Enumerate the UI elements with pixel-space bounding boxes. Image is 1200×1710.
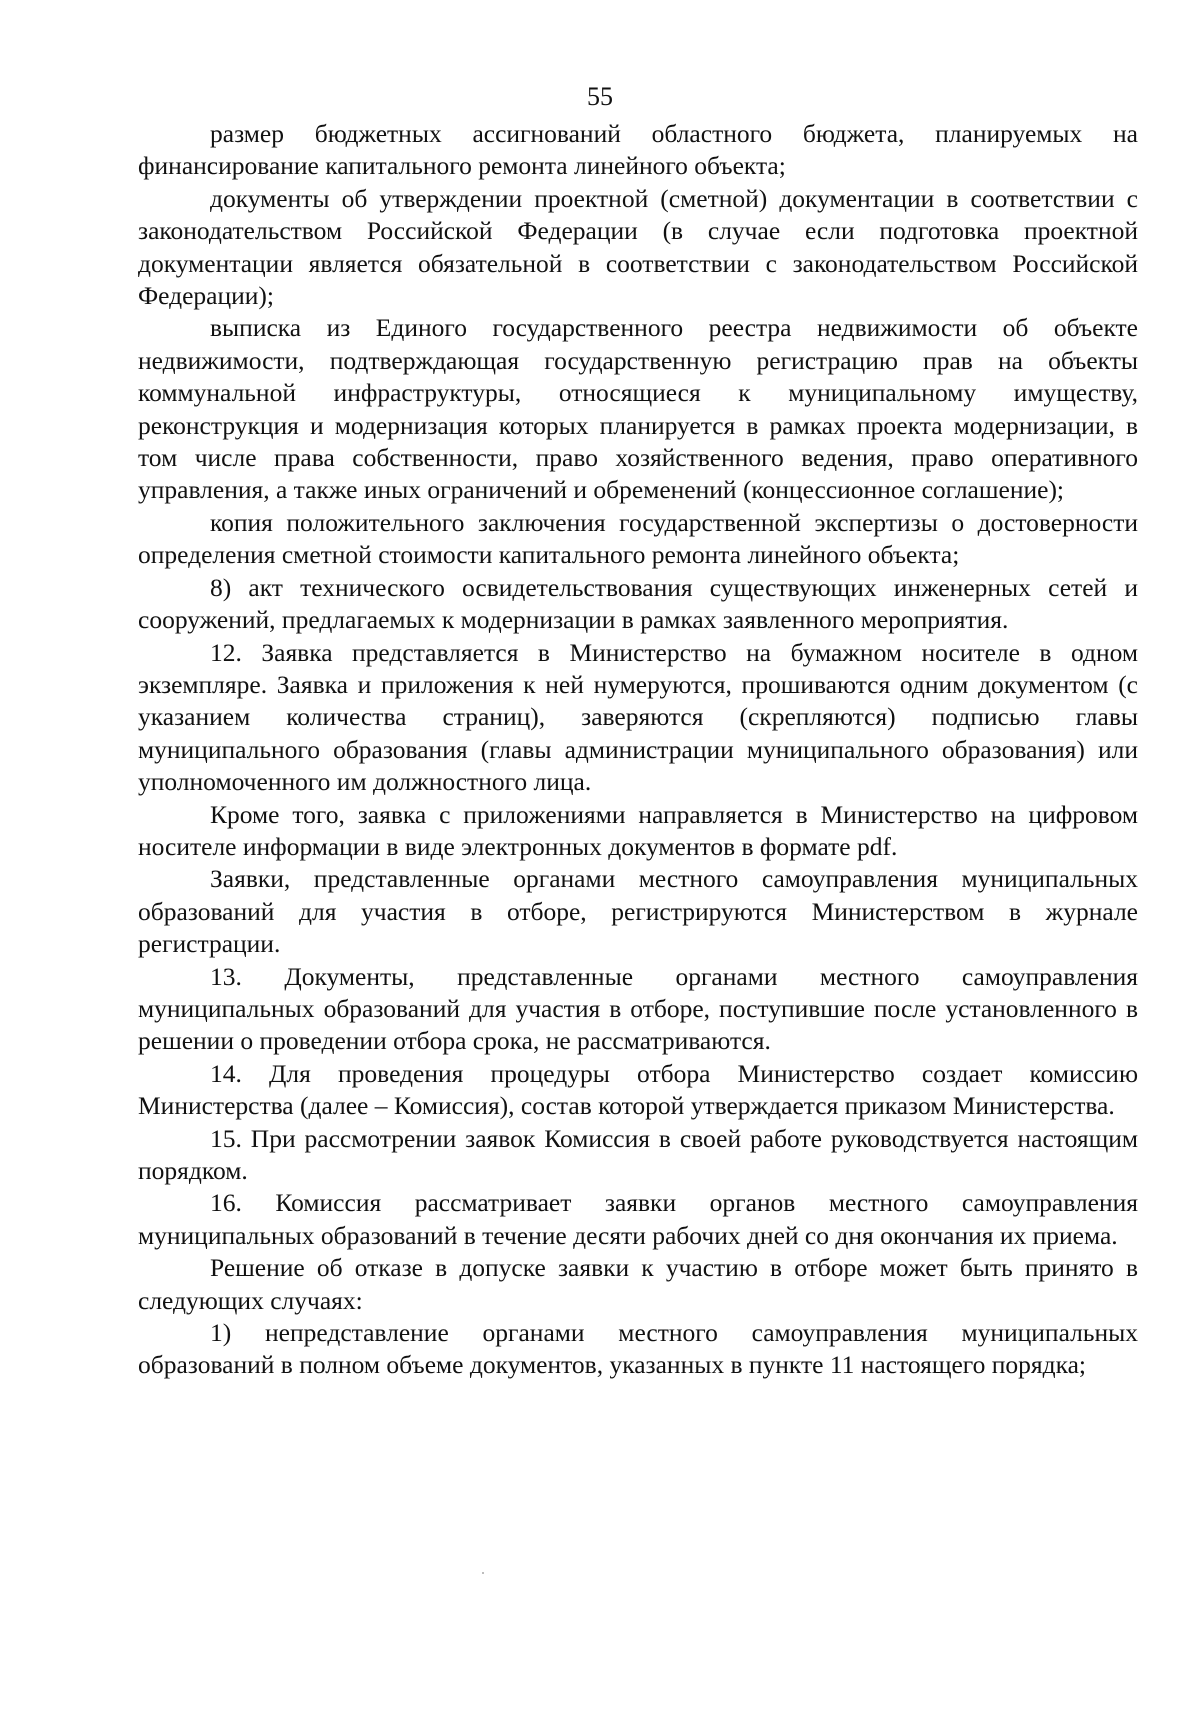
page-number: 55 [587,82,613,111]
paragraph: 14. Для проведения процедуры отбора Министерство создает комиссию Министерства (далее – Комиссия), состав которой утверждается приказом Министерства. [138,1058,1138,1121]
paragraph: размер бюджетных ассигнований областного бюджета, планируемых на финансирование капитального ремонта линейного объекта; [138,119,1138,181]
scan-speck [482,1572,484,1574]
paragraph: копия положительного заключения государственной экспертизы о достоверности определения сметной стоимости капитального ремонта линейного объекта; [138,507,1138,570]
paragraph: Решение об отказе в допуске заявки к участию в отборе может быть принято в следующих случаях: [138,1253,1138,1315]
paragraph: документы об утверждении проектной (сметной) документации в соответствии с законодательством Российской Федерации (в случае если подготовка проектной документации является обязательной в соответствии с законодательством Российской Федерации); [138,183,1138,311]
paragraph: Заявки, представленные органами местного самоуправления муниципальных образований для участия в отборе, регистрируются Министерством в журнале регистрации. [138,864,1138,959]
document-body [138,118,1138,1382]
paragraph: выписка из Единого государственного реестра недвижимости об объекте недвижимости, подтверждающая государственную регистрацию прав на объекты коммунальной инфраструктуры, относящиеся к муниципальному имуществу, реконструкция и модернизация которых планируется в рамках проекта модернизации, в том числе права собственности, право хозяйственного ведения, право оперативного управления, а также иных ограничений и обременений (концессионное соглашение); [138,313,1138,505]
paragraph: 16. Комиссия рассматривает заявки органов местного самоуправления муниципальных образований в течение десяти рабочих дней со дня окончания их приема. [138,1188,1138,1250]
paragraph: 13. Документы, представленные органами местного самоуправления муниципальных образований для участия в отборе, поступившие после установленного в решении о проведении отбора срока, не рассматриваются. [138,961,1138,1056]
paragraph: 1) непредставление органами местного самоуправления муниципальных образований в полном объеме документов, указанных в пункте 11 настоящего порядка; [138,1318,1138,1380]
paragraph: 15. При рассмотрении заявок Комиссия в своей работе руководствуется настоящим порядком. [138,1123,1138,1185]
paragraph: Кроме того, заявка с приложениями направляется в Министерство на цифровом носителе информации в виде электронных документов в формате pdf. [138,799,1138,861]
paragraph: 12. Заявка представляется в Министерство на бумажном носителе в одном экземпляре. Заявка и приложения к ней нумеруются, прошиваются одним документом (с указанием количества страниц), заверяются (скрепляются) подписью главы муниципального образования (главы администрации муниципального образования) или уполномоченного им должностного лица. [138,637,1138,797]
paragraph: 8) акт технического освидетельствования существующих инженерных сетей и сооружений, предлагаемых к модернизации в рамках заявленного мероприятия. [138,572,1138,635]
